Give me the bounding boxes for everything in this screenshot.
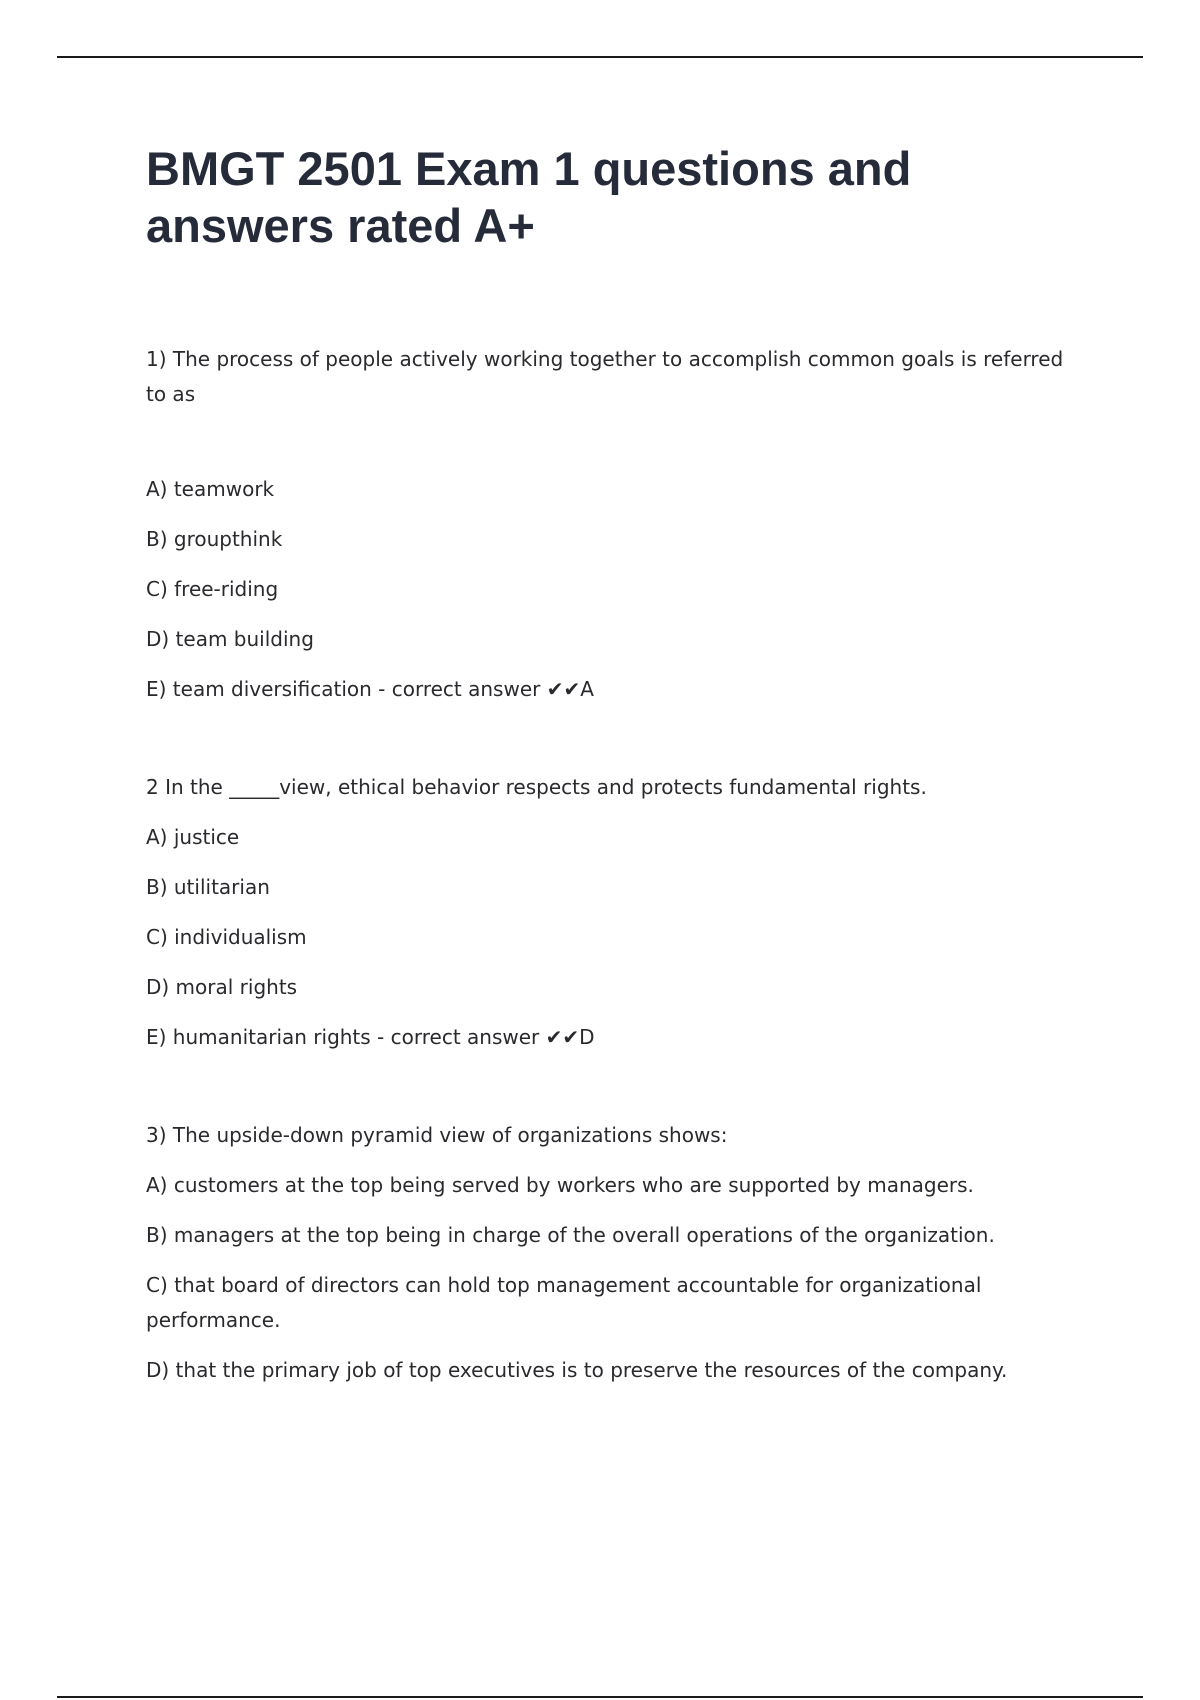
answer-option: C) individualism <box>146 925 307 949</box>
answer-option: A) teamwork <box>146 477 275 501</box>
answer-option-with-key: E) team diversification - correct answer ✔✔A <box>146 677 594 701</box>
answer-option: C) free-riding <box>146 577 279 601</box>
answer-option: D) team building <box>146 627 314 651</box>
answer-option: A) customers at the top being served by workers who are supported by managers. <box>146 1173 974 1197</box>
answer-options <box>146 820 1076 1055</box>
answer-option: D) moral rights <box>146 975 298 999</box>
question-prompt: 1) The process of people actively working together to accomplish common goals is referred to as <box>146 347 1064 406</box>
footer-rule <box>57 1696 1143 1698</box>
document-body <box>146 140 1076 1388</box>
document-title: BMGT 2501 Exam 1 questions and answers rated A+ <box>146 142 912 252</box>
answer-option: C) that board of directors can hold top management accountable for organizational performance. <box>146 1273 982 1332</box>
answer-options <box>146 472 1076 707</box>
question-1 <box>146 342 1076 707</box>
answer-option-with-key: E) humanitarian rights - correct answer ✔✔D <box>146 1025 595 1049</box>
answer-options <box>146 1168 1076 1388</box>
question-prompt: 3) The upside-down pyramid view of organizations shows: <box>146 1123 728 1147</box>
answer-option: B) managers at the top being in charge of the overall operations of the organization. <box>146 1223 995 1247</box>
question-prompt: 2 In the _____view, ethical behavior respects and protects fundamental rights. <box>146 775 927 799</box>
header-rule <box>57 56 1143 58</box>
question-3 <box>146 1118 1076 1388</box>
answer-option: A) justice <box>146 825 240 849</box>
answer-option: D) that the primary job of top executives is to preserve the resources of the company. <box>146 1358 1008 1382</box>
question-2 <box>146 770 1076 1055</box>
answer-option: B) groupthink <box>146 527 283 551</box>
answer-option: B) utilitarian <box>146 875 270 899</box>
